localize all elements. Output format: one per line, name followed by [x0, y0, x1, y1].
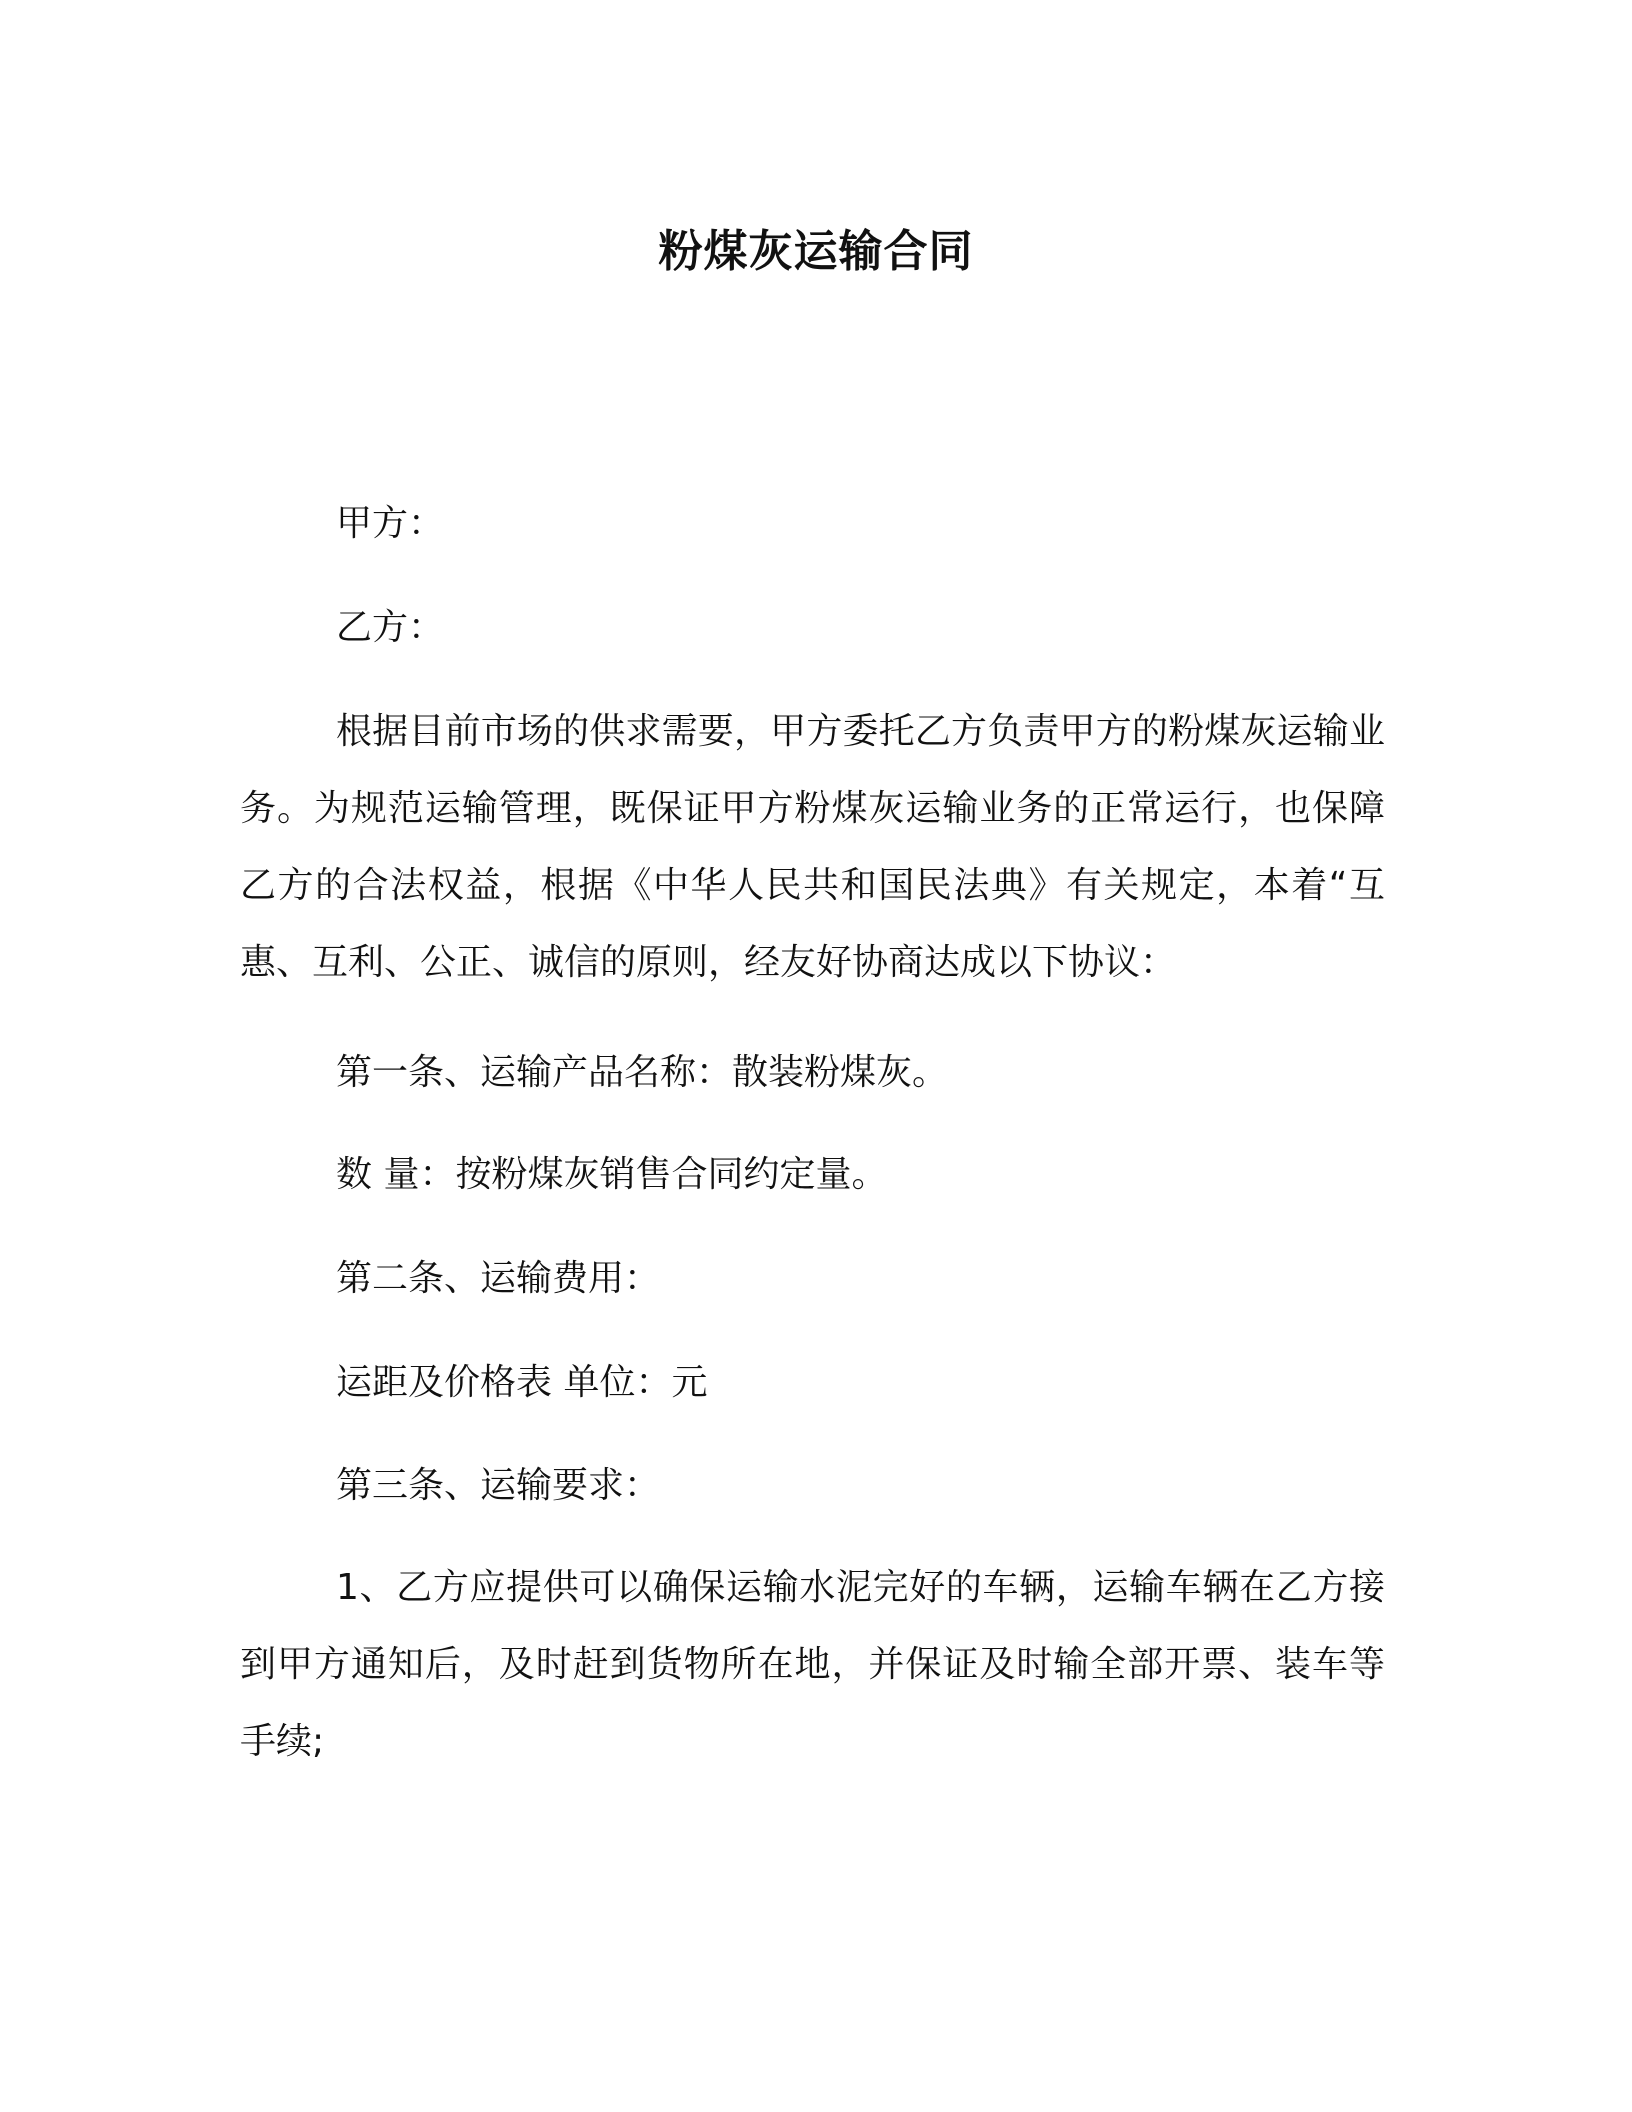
party-b-line: 乙方： [336, 607, 445, 648]
party-a-line: 甲方： [336, 503, 445, 544]
intro-paragraph: 根据目前市场的供求需要，甲方委托乙方负责甲方的粉煤灰运输业务。为规范运输管理，既保证甲方粉煤灰运输业务的正常运行，也保障乙方的合法权益，根据《中华人民共和国民法典》有关规定，本着“互惠、互利、公正、诚信的原则，经友好协商达成以下协议： [240, 711, 1385, 983]
article-3-heading: 第三条、运输要求： [336, 1465, 661, 1506]
article-2-heading: 第二条、运输费用： [336, 1258, 661, 1299]
requirement-item-1: 1、乙方应提供可以确保运输水泥完好的车辆，运输车辆在乙方接到甲方通知后，及时赶到货物所在地，并保证及时输全部开票、装车等手续; [240, 1567, 1385, 1762]
quantity-line: 数 量：按粉煤灰销售合同约定量。 [336, 1154, 888, 1195]
document-title: 粉煤灰运输合同 [658, 226, 974, 277]
price-table-line: 运距及价格表 单位：元 [336, 1362, 708, 1403]
article-1-heading: 第一条、运输产品名称：散装粉煤灰。 [336, 1052, 949, 1093]
